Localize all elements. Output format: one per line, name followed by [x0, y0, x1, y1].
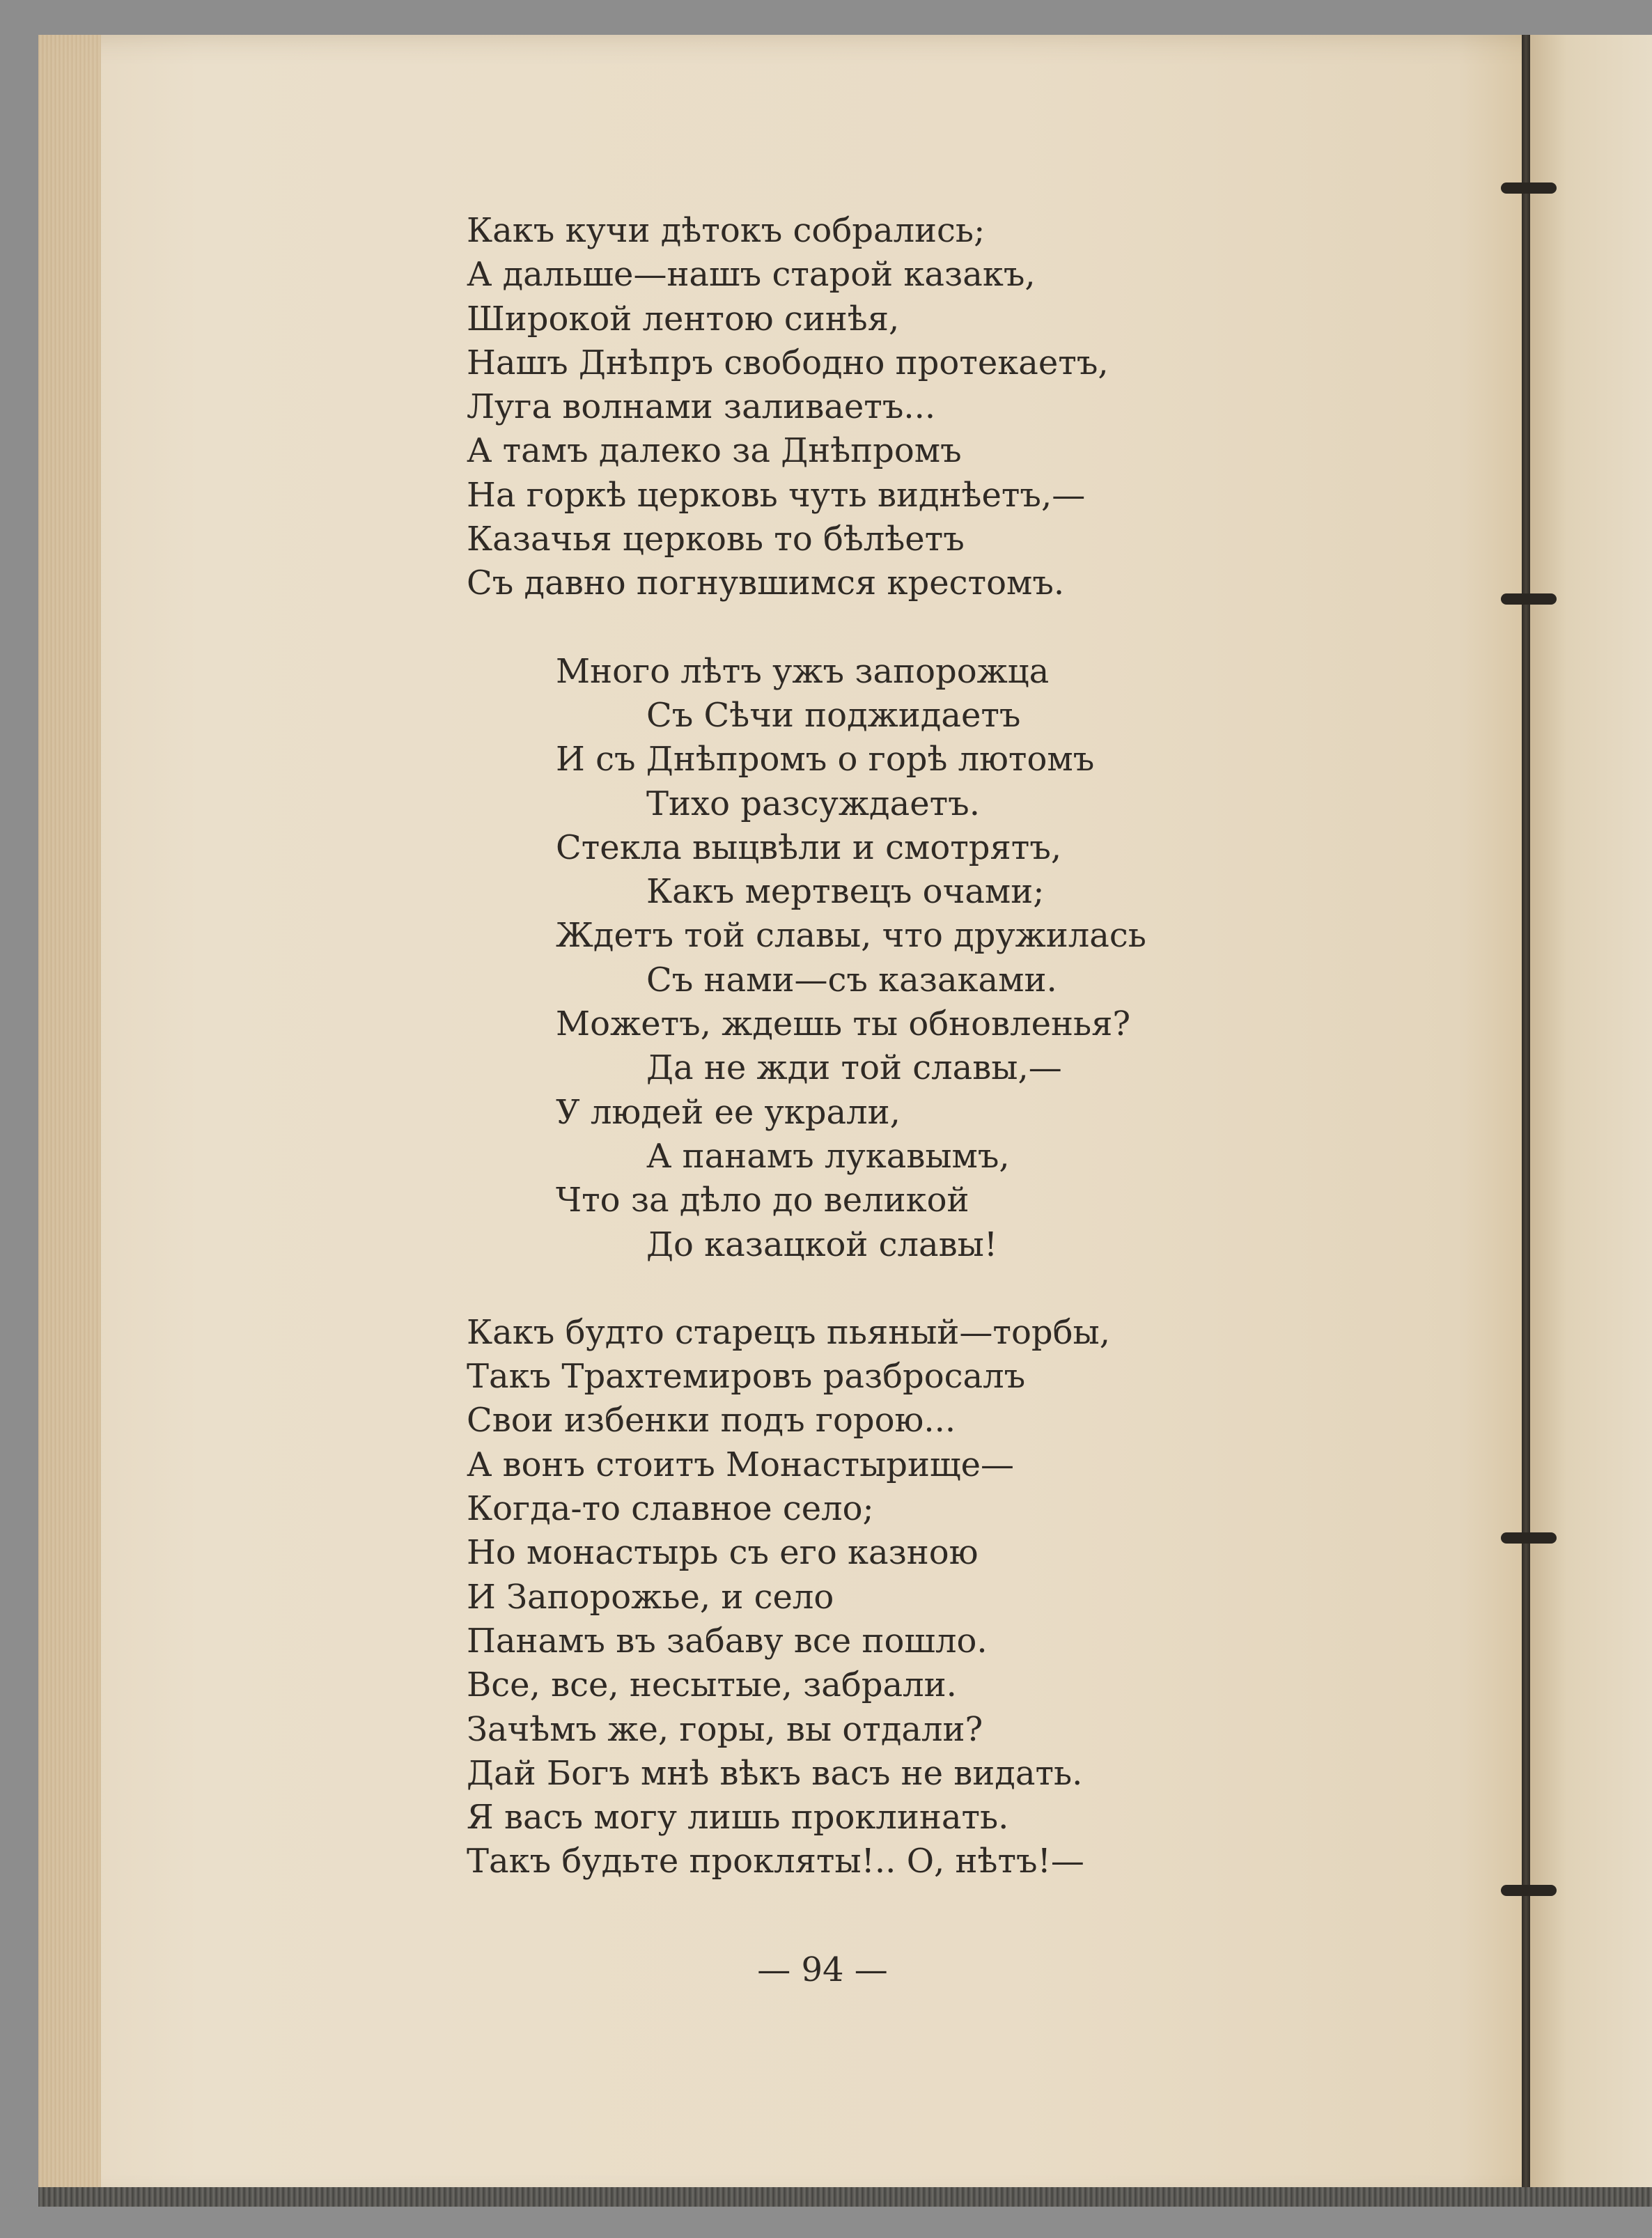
poem-line: Съ нами—съ казаками.	[646, 960, 1057, 1000]
poem-line: И съ Днѣпромъ о горѣ лютомъ	[556, 740, 1095, 779]
poem-line: Широкой лентою синѣя,	[467, 299, 900, 339]
poem-line: Съ давно погнувшимся крестомъ.	[467, 564, 1065, 603]
poem-line: Свои избенки подъ горою...	[467, 1401, 956, 1440]
poem-line: Какъ кучи дѣтокъ собрались;	[467, 211, 985, 250]
poem-line: Что за дѣло до великой	[556, 1181, 969, 1220]
facing-page-edge	[1530, 35, 1652, 2205]
poem-line: У людей ее украли,	[556, 1092, 901, 1132]
poem-line: Стекла выцвѣли и смотрятъ,	[556, 827, 1062, 867]
page-bottom-edge	[38, 2187, 1652, 2207]
poem-line: Я васъ могу лишь проклинать.	[467, 1798, 1009, 1837]
poem-line: И Запорожье, и село	[467, 1577, 834, 1617]
poem-line: Дай Богъ мнѣ вѣкъ васъ не видать.	[467, 1753, 1083, 1793]
book-gutter	[1522, 35, 1530, 2194]
poem-line: Много лѣтъ ужъ запорожца	[556, 651, 1050, 691]
poem-line: На горкѣ церковь чуть виднѣетъ,—	[467, 475, 1086, 515]
stanza-3	[467, 1311, 1302, 1884]
poem-line: Какъ будто старецъ пьяный—торбы,	[467, 1312, 1110, 1352]
poem-line: До казацкой славы!	[646, 1225, 998, 1264]
binding-stitch	[1501, 593, 1557, 605]
poem-line: А дальше—нашъ старой казакъ,	[467, 255, 1036, 295]
poem-line: Съ Сѣчи поджидаетъ	[646, 695, 1021, 735]
poem-line: Казачья церковь то бѣлѣетъ	[467, 520, 965, 559]
stanza-2	[467, 650, 1302, 1267]
poem-line: Но монастырь съ его казною	[467, 1533, 979, 1573]
stanza-1	[467, 209, 1302, 606]
poem-line: Да не жди той славы,—	[646, 1048, 1062, 1088]
poem-line: Ждетъ той славы, что дружилась	[556, 916, 1146, 956]
binding-stitch	[1501, 1885, 1557, 1896]
poem-line: Такъ Трахтемировъ разбросалъ	[467, 1357, 1026, 1397]
poem-line: Луга волнами заливаетъ...	[467, 387, 936, 427]
poem-line: А вонъ стоитъ Монастырище—	[467, 1445, 1015, 1484]
binding-stitch	[1501, 1532, 1557, 1544]
page-edge-left	[38, 35, 101, 2205]
poem-text	[467, 209, 1302, 1884]
poem-line: А панамъ лукавымъ,	[646, 1136, 1010, 1176]
poem-line: Когда-то славное село;	[467, 1489, 874, 1529]
poem-line: Нашъ Днѣпръ свободно протекаетъ,	[467, 343, 1109, 382]
page-number	[0, 1950, 1652, 1989]
poem-line: Зачѣмъ же, горы, вы отдали?	[467, 1709, 983, 1749]
page-number-text: — 94 —	[757, 1950, 888, 1989]
poem-line: Все, все, несытые, забрали.	[467, 1665, 957, 1705]
poem-line: Можетъ, ждешь ты обновленья?	[556, 1004, 1131, 1044]
binding-stitch	[1501, 182, 1557, 194]
poem-line: Какъ мертвецъ очами;	[646, 872, 1045, 912]
poem-line: Тихо разсуждаетъ.	[646, 784, 980, 823]
poem-line: А тамъ далеко за Днѣпромъ	[467, 431, 962, 471]
poem-line: Такъ будьте прокляты!.. О, нѣтъ!—	[467, 1842, 1084, 1881]
poem-line: Панамъ въ забаву все пошло.	[467, 1621, 988, 1661]
